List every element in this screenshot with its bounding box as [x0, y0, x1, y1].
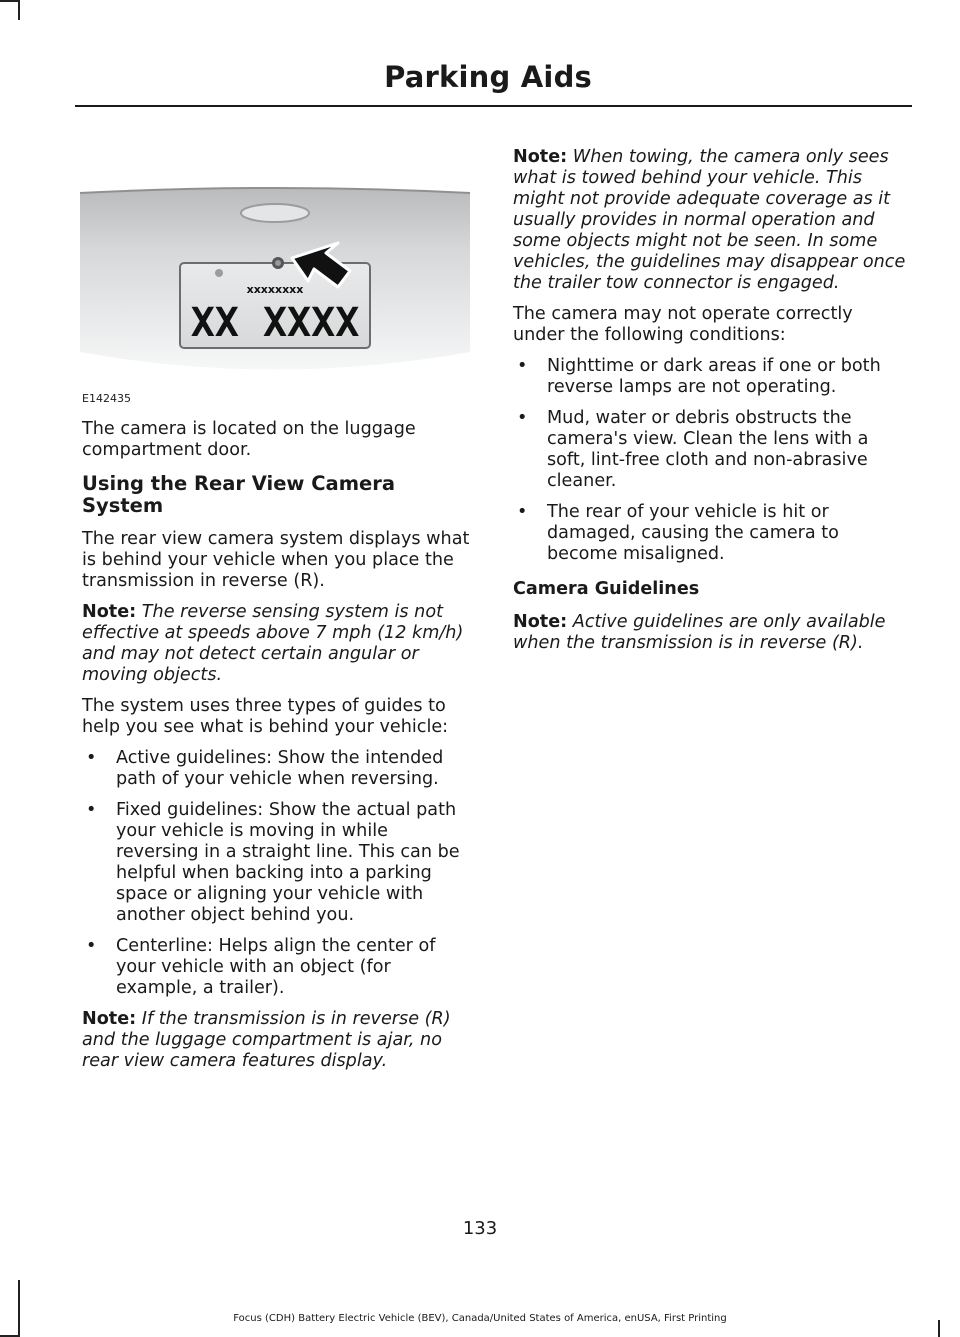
list-item [82, 800, 476, 926]
bullet-icon: • [517, 502, 528, 522]
list-item [513, 502, 907, 565]
guides-intro-text: The system uses three types of guides to help you see what is behind your vehicle: [82, 696, 449, 737]
crop-mark [18, 1280, 20, 1337]
note-luggage-ajar [82, 1009, 476, 1072]
page-footer: Focus (CDH) Battery Electric Vehicle (BEV), Canada/United States of America, enUSA, First Printing [233, 1313, 727, 1324]
bullet-icon: • [86, 748, 97, 768]
list-item [82, 936, 476, 999]
note-text: If the transmission is in reverse (R) and the luggage compartment is ajar, no rear view camera features display. [82, 1009, 451, 1071]
conditions-list [513, 356, 907, 565]
list-item-text: Fixed guidelines: Show the actual path your vehicle is moving in while reversing in a straight line. This can be helpful when backing into a parking space or aligning your vehicle with another object behind you. [116, 800, 460, 925]
note-active-guidelines [513, 612, 907, 654]
page-header-title: Parking Aids [384, 60, 592, 94]
note-label: Note: [513, 147, 568, 167]
bullet-icon: • [86, 936, 97, 956]
page-number: 133 [462, 1218, 498, 1239]
list-item [513, 356, 907, 398]
list-item-text: Mud, water or debris obstructs the camera's view. Clean the lens with a soft, lint-free cloth and non-abrasive cleaner. [547, 408, 869, 491]
guides-list [82, 748, 476, 999]
bullet-icon: • [517, 408, 528, 428]
note-label: Note: [82, 1009, 137, 1029]
left-column [82, 147, 476, 1082]
section-heading-camera-guidelines: Camera Guidelines [513, 579, 700, 599]
crop-mark [0, 0, 20, 2]
note-reverse-sensing [82, 602, 476, 686]
plate-top-text: xxxxxxxx [246, 283, 304, 296]
luggage-door-camera-illustration [76, 147, 474, 392]
list-item-text: Centerline: Helps align the center of your vehicle with an object (for example, a trailer). [116, 936, 436, 998]
header-rule [75, 105, 912, 107]
camera-location-figure [76, 147, 474, 409]
camera-system-description: The rear view camera system displays what is behind your vehicle when you place the transmission in reverse (R). [82, 529, 470, 591]
note-text: The reverse sensing system is not effective at speeds above 7 mph (12 km/h) and may not detect certain angular or moving objects. [82, 602, 464, 685]
bullet-icon: • [86, 800, 97, 820]
list-item [513, 408, 907, 492]
list-item-text: The rear of your vehicle is hit or damaged, causing the camera to become misaligned. [547, 502, 839, 564]
list-item-text: Nighttime or dark areas if one or both reverse lamps are not operating. [547, 356, 881, 397]
conditions-intro-text: The camera may not operate correctly under the following conditions: [513, 304, 853, 345]
list-item-text: Active guidelines: Show the intended path of your vehicle when reversing. [116, 748, 444, 789]
note-text: When towing, the camera only sees what is towed behind your vehicle. This might not provide adequate coverage as it usually provides in normal operation and some objects might not be seen. In some vehicles, the guidelines may disappear once the trailer tow connector is engaged. [513, 147, 906, 293]
section-heading-using-camera: Using the Rear View Camera System [82, 472, 396, 517]
note-towing [513, 147, 907, 294]
figure-code: E142435 [82, 392, 131, 405]
camera-location-text: The camera is located on the luggage compartment door. [82, 419, 416, 460]
crop-mark [18, 0, 20, 20]
note-label: Note: [513, 612, 568, 632]
right-column [513, 147, 907, 664]
plate-main-text: XX XXXX [190, 300, 360, 346]
list-item [82, 748, 476, 790]
note-label: Note: [82, 602, 137, 622]
bullet-icon: • [517, 356, 528, 376]
note-text: Active guidelines are only available when the transmission is in reverse (R). [513, 612, 886, 653]
